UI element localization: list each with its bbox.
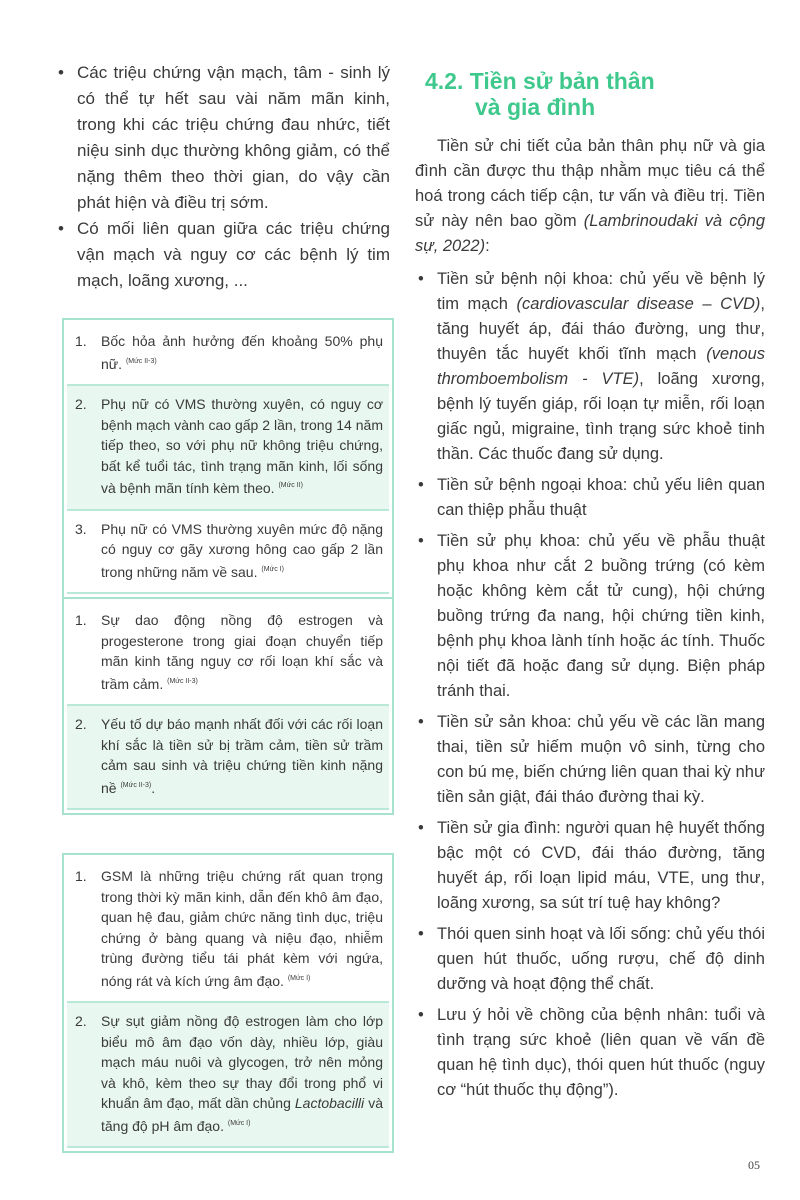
item-text [101,714,383,798]
text-segment: , tăng huyết áp, đái tháo đường, ung thư, thuyên tắc huyết khối tĩnh mạch [437,295,765,363]
text-segment: Phụ nữ có VMS thường xuyên, có nguy cơ bệnh mạch vành cao gấp 2 lần, trong 14 năm tiếp theo, so với phụ nữ không triệu chứng, bất kể tuổi tác, tình trạng mãn kinh, lối sống và bệnh mãn tính kèm theo. [101,396,383,496]
text-segment: GSM là những triệu chứng rất quan trọng trong thời kỳ mãn kinh, dẫn đến khô âm đạo, quan hệ đau, giảm chức năng tình dục, triệu chứng ở bàng quang và niệu đạo, nhiễm trùng đường tiểu tái phát kèm với ngứa, nóng rát và kích ứng âm đạo. [101,868,383,989]
evidence-level: (Mức I) [227,1119,251,1127]
text-segment: Bốc hỏa ảnh hưởng đến khoảng 50% phụ nữ. [101,333,383,372]
bullet-item [415,473,765,523]
text-segment: Tiền sử bệnh ngoại khoa: chủ yếu liên quan can thiệp phẫu thuật [437,476,765,519]
text-segment: Có mối liên quan giữa các triệu chứng vận mạch và nguy cơ các bệnh lý tim mạch, loãng xương, ... [77,219,390,290]
item-number: 2. [75,716,87,732]
italic-text: (cardiovascular disease – CVD) [516,295,761,313]
text-segment: Tiền sử sản khoa: chủ yếu về các lần mang thai, tiền sử hiếm muộn vô sinh, từng cho con bú mẹ, biến chứng liên quan thai kỳ như tiền sản giật, đái tháo đường thai kỳ. [437,713,765,806]
bullet-icon: • [418,476,424,494]
bullet-icon: • [418,532,424,550]
item-number: 2. [75,1013,87,1029]
bullet-item [55,216,390,294]
bullet-icon: • [418,270,424,288]
item-text [101,1011,383,1136]
intro-paragraph [415,134,765,259]
text-segment: . [151,779,156,796]
bullet-icon: • [418,713,424,731]
bullet-icon: • [418,1006,424,1024]
evidence-item [67,1003,389,1148]
text-segment: Tiền sử phụ khoa: chủ yếu về phẫu thuật phụ khoa như cắt 2 buồng trứng (có kèm hoặc không kèm cắt tử cung), hội chứng buồng trứng đa nang, hội chứng tiền kinh, bệnh phụ khoa lành tính hoặc ác tính. Thuốc nội tiết đã hoặc đang sử dụng. Biện pháp tránh thai. [437,532,765,700]
bullet-icon: • [58,63,64,82]
item-text [101,866,383,991]
italic-text: Lactobacilli [294,1095,365,1111]
text-segment: Sự dao động nồng độ estrogen và progesterone trong giai đoạn chuyển tiếp mãn kinh tăng nguy cơ rối loạn khí sắc và trầm cảm. [101,612,383,692]
bullet-item [415,710,765,810]
evidence-item [67,706,389,810]
text-segment: : [485,237,490,255]
right-column [415,68,765,1109]
text-segment: , loãng xương, bệnh lý tuyến giáp, rối loạn tự miễn, rối loạn giấc ngủ, migraine, tình trạng sức khoẻ tinh thần. Các thuốc đang sử dụng. [437,370,765,463]
item-text [101,519,383,583]
text-segment: và tăng độ pH âm đạo. [101,1095,383,1134]
evidence-level: (Mức II-3) [167,677,198,685]
evidence-box-gsm [62,853,394,1153]
evidence-level: (Mức I) [261,565,284,573]
text-segment: Sự sụt giảm nồng độ estrogen làm cho lớp biểu mô âm đạo vốn dày, nhiều lớp, giàu mạch máu nuôi và glycogen, trở nên mỏng và khô, kèm theo sự thay đổi trong phổ vi khuẩn âm đạo, mất dần chủng [101,1013,383,1111]
item-number: 1. [75,612,87,628]
bullet-item [415,529,765,704]
italic-text: (Lambrinoudaki và cộng sự, 2022) [415,212,765,255]
text-segment: Các triệu chứng vận mạch, tâm - sinh lý có thể tự hết sau vài năm mãn kinh, trong khi các triệu chứng đau nhức, tiết niệu sinh dục thường không giảm, có thể nặng thêm theo thời gian, do vậy cần phát hiện và điều trị sớm. [77,63,390,212]
section-heading-line1: 4.2. Tiền sử bản thân [425,68,655,94]
text-segment: Tiền sử bệnh nội khoa: chủ yếu về bệnh lý tim mạch [437,270,765,313]
left-column [55,60,390,294]
bullet-item [415,1003,765,1103]
left-bullet-list [55,60,390,294]
evidence-level: (Mức I) [287,974,311,982]
text-segment: Thói quen sinh hoạt và lối sống: chủ yếu thói quen hút thuốc, uống rượu, chế độ dinh dưỡng và hoạt động thể chất. [437,925,765,993]
evidence-item [67,602,389,706]
evidence-box-vasomotor [62,318,394,599]
bullet-item [415,922,765,997]
history-bullet-list [415,267,765,1103]
bullet-icon: • [418,925,424,943]
item-text [101,394,383,499]
item-number: 1. [75,333,87,349]
bullet-item [55,60,390,216]
item-number: 2. [75,396,87,412]
evidence-level: (Mức II-3) [120,781,152,789]
text-segment: Tiền sử gia đình: người quan hệ huyết thống bậc một có CVD, đái tháo đường, tăng huyết áp, rối loạn lipid máu, VTE, ung thư, loãng xương, sa sút trí tuệ hay không? [437,819,765,912]
page-number: 05 [748,1158,760,1172]
evidence-level: (Mức II-3) [125,357,157,365]
section-heading [425,68,765,120]
italic-text: (venous thromboembolism - VTE) [437,345,765,388]
evidence-item [67,858,389,1003]
item-number: 3. [75,520,87,537]
item-text [101,331,383,374]
bullet-icon: • [58,219,64,238]
text-segment: Yếu tố dự báo mạnh nhất đối với các rối loạn khí sắc là tiền sử bị trầm cảm, tiền sử trầm cảm sau sinh và triệu chứng tiền kinh nặng nề [101,716,383,796]
bullet-item [415,267,765,467]
bullet-item [415,816,765,916]
evidence-item [67,511,389,595]
text-segment: Lưu ý hỏi về chồng của bệnh nhân: tuổi và tình trạng sức khoẻ (liên quan về vấn đề quan hệ tình dục), thói quen hút thuốc (nguy cơ “hút thuốc thụ động”). [437,1006,765,1099]
evidence-level: (Mức II) [278,482,303,489]
item-text [101,610,383,694]
evidence-item [67,323,389,386]
bullet-icon: • [418,819,424,837]
text-segment: Tiền sử chi tiết của bản thân phụ nữ và gia đình cần được thu thập nhằm mục tiêu cá thể hoá trong cách tiếp cận, tư vấn và điều trị. Tiền sử này nên bao gồm [415,137,765,230]
section-heading-line2: và gia đình [475,94,596,120]
item-number: 1. [75,868,87,884]
evidence-box-mood [62,597,394,815]
evidence-item [67,386,389,511]
text-segment: Phụ nữ có VMS thường xuyên mức độ nặng có nguy cơ gãy xương hông cao gấp 2 lần trong những năm về sau. [101,520,383,580]
